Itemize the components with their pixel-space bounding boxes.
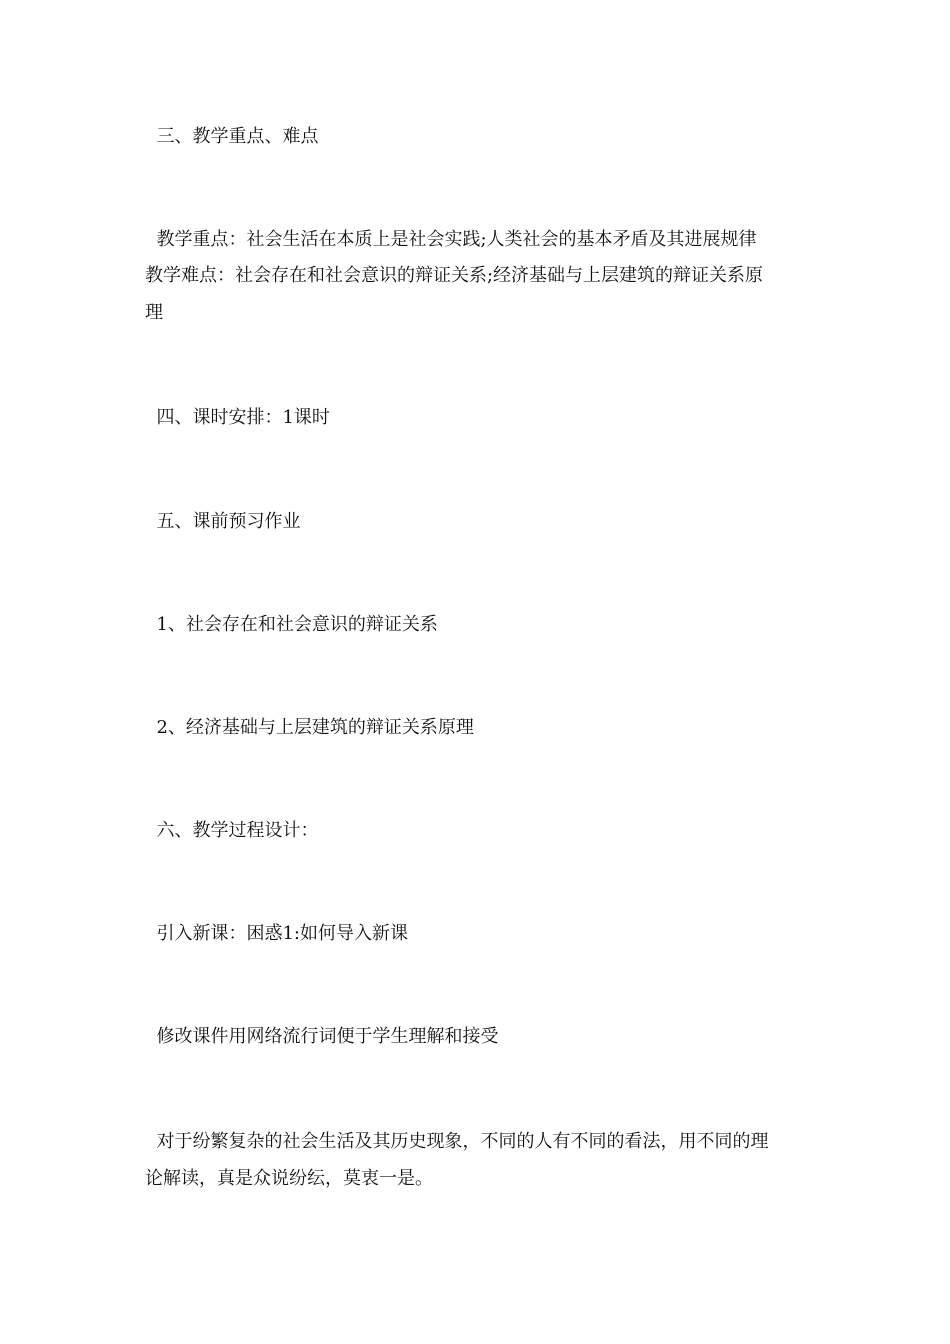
key-points-text: 教学重点：社会生活在本质上是社会实践;人类社会的基本矛盾及其进展规律 xyxy=(145,229,757,250)
section-4-heading: 四、课时安排：1课时 xyxy=(145,407,330,428)
final-paragraph-line-2: 论解读，真是众说纷纭，莫衷一是。 xyxy=(145,1168,433,1189)
section-5-heading: 五、课前预习作业 xyxy=(145,511,301,532)
difficult-points-text: 教学难点：社会存在和社会意识的辩证关系;经济基础与上层建筑的辩证关系原 xyxy=(145,265,764,286)
final-paragraph-line-1: 对于纷繁复杂的社会生活及其历史现象，不同的人有不同的看法，用不同的理 xyxy=(145,1131,769,1152)
difficult-points-text-continued: 理 xyxy=(145,302,163,323)
revise-courseware-line: 修改课件用网络流行词便于学生理解和接受 xyxy=(145,1026,499,1047)
section-3-heading: 三、教学重点、难点 xyxy=(145,126,319,147)
intro-new-lesson: 引入新课：困惑1:如何导入新课 xyxy=(145,923,408,944)
homework-item-2: 2、经济基础与上层建筑的辩证关系原理 xyxy=(145,717,474,738)
section-6-heading: 六、教学过程设计： xyxy=(145,820,319,841)
homework-item-1: 1、社会存在和社会意识的辩证关系 xyxy=(145,614,438,635)
